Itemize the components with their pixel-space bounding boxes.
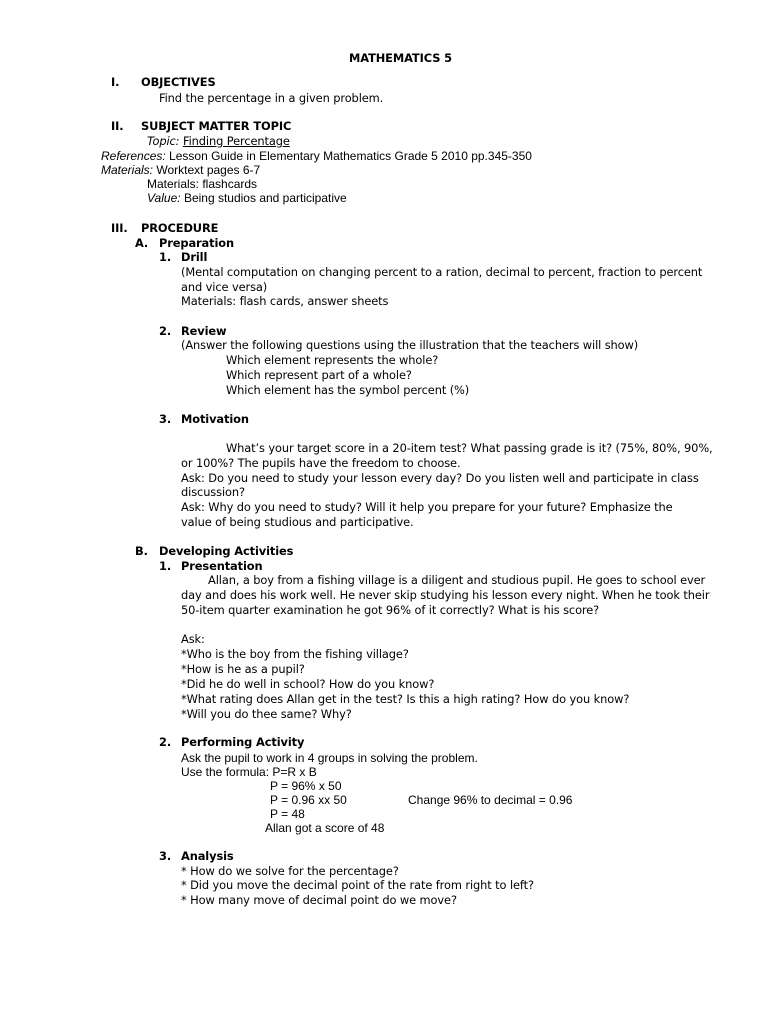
- analysis-number: 3.: [159, 849, 172, 863]
- review-question-2: Which represent part of a whole?: [226, 368, 412, 382]
- procedure-number: III.: [111, 221, 128, 235]
- value-line: [147, 191, 347, 205]
- objectives-text: Find the percentage in a given problem.: [159, 91, 384, 105]
- value-value: Being studios and participative: [183, 191, 347, 205]
- value-label: Value:: [147, 191, 181, 205]
- drill-materials: Materials: flash cards, answer sheets: [181, 294, 389, 308]
- performing-line-1: Ask the pupil to work in 4 groups in solving the problem.: [181, 751, 478, 765]
- subject-number: II.: [111, 119, 124, 133]
- materials-value: Worktext pages 6-7: [156, 163, 261, 177]
- presentation-question-2: *How is he as a pupil?: [181, 662, 305, 676]
- equation-2: P = 0.96 xx 50: [270, 793, 347, 807]
- motivation-number: 3.: [159, 412, 172, 426]
- motivation-heading: Motivation: [181, 412, 249, 426]
- drill-heading: Drill: [181, 250, 208, 264]
- review-number: 2.: [159, 324, 172, 338]
- equation-1: P = 96% x 50: [270, 779, 342, 793]
- topic-line: [147, 134, 290, 148]
- materials-flashcards: Materials: flashcards: [147, 177, 258, 191]
- presentation-line-1: Allan, a boy from a fishing village is a diligent and studious pupil. He goes to school ever: [208, 573, 706, 587]
- review-heading: Review: [181, 324, 227, 338]
- presentation-number: 1.: [159, 559, 172, 573]
- presentation-line-2: day and does his work well. He never skip studying his lesson every night. When he took their: [181, 588, 710, 602]
- materials-line: [101, 163, 260, 177]
- presentation-heading: Presentation: [181, 559, 263, 573]
- references-line: [101, 149, 532, 163]
- review-question-1: Which element represents the whole?: [226, 353, 439, 367]
- review-question-3: Which element has the symbol percent (%): [226, 383, 470, 397]
- motivation-line-6: value of being studious and participative.: [181, 515, 414, 529]
- analysis-question-2: * Did you move the decimal point of the rate from right to left?: [181, 878, 534, 892]
- motivation-line-1: What’s your target score in a 20-item test? What passing grade is it? (75%, 80%, 90%,: [226, 441, 713, 455]
- decimal-note: Change 96% to decimal = 0.96: [408, 793, 573, 807]
- page-title: MATHEMATICS 5: [349, 51, 452, 65]
- section-a-letter: A.: [135, 236, 149, 250]
- subject-heading: SUBJECT MATTER TOPIC: [141, 119, 292, 133]
- performing-result: Allan got a score of 48: [265, 821, 385, 835]
- presentation-question-5: *Will you do thee same? Why?: [181, 707, 352, 721]
- references-value: Lesson Guide in Elementary Mathematics Grade 5 2010 pp.345-350: [169, 149, 532, 163]
- presentation-question-4: *What rating does Allan get in the test? Is this a high rating? How do you know?: [181, 692, 630, 706]
- materials-label: Materials:: [101, 163, 154, 177]
- motivation-line-5: Ask: Why do you need to study? Will it help you prepare for your future? Emphasize the: [181, 500, 673, 514]
- section-a-heading: Preparation: [159, 236, 235, 250]
- motivation-line-4: discussion?: [181, 485, 245, 499]
- section-b-letter: B.: [135, 544, 148, 558]
- references-label: References:: [101, 149, 166, 163]
- performing-number: 2.: [159, 735, 172, 749]
- presentation-ask: Ask:: [181, 632, 205, 646]
- presentation-question-3: *Did he do well in school? How do you know?: [181, 677, 435, 691]
- objectives-heading: OBJECTIVES: [141, 75, 216, 89]
- objectives-number: I.: [111, 75, 120, 89]
- motivation-line-3: Ask: Do you need to study your lesson every day? Do you listen well and participate in class: [181, 471, 699, 485]
- performing-heading: Performing Activity: [181, 735, 305, 749]
- drill-number: 1.: [159, 250, 172, 264]
- section-b-heading: Developing Activities: [159, 544, 294, 558]
- procedure-heading: PROCEDURE: [141, 221, 219, 235]
- drill-line-2: and vice versa): [181, 280, 268, 294]
- motivation-line-2: or 100%? The pupils have the freedom to choose.: [181, 456, 461, 470]
- drill-line-1: (Mental computation on changing percent to a ration, decimal to percent, fraction to percent: [181, 265, 703, 279]
- analysis-question-3: * How many move of decimal point do we move?: [181, 893, 457, 907]
- equation-3: P = 48: [270, 807, 305, 821]
- topic-value: Finding Percentage: [182, 134, 290, 148]
- presentation-question-1: *Who is the boy from the fishing village?: [181, 647, 409, 661]
- topic-label: Topic:: [147, 134, 180, 148]
- performing-formula: Use the formula: P=R x B: [181, 765, 317, 779]
- presentation-line-3: 50-item quarter examination he got 96% of it correctly? What is his score?: [181, 603, 600, 617]
- review-line-1: (Answer the following questions using the illustration that the teachers will show): [181, 338, 639, 352]
- analysis-question-1: * How do we solve for the percentage?: [181, 864, 399, 878]
- analysis-heading: Analysis: [181, 849, 234, 863]
